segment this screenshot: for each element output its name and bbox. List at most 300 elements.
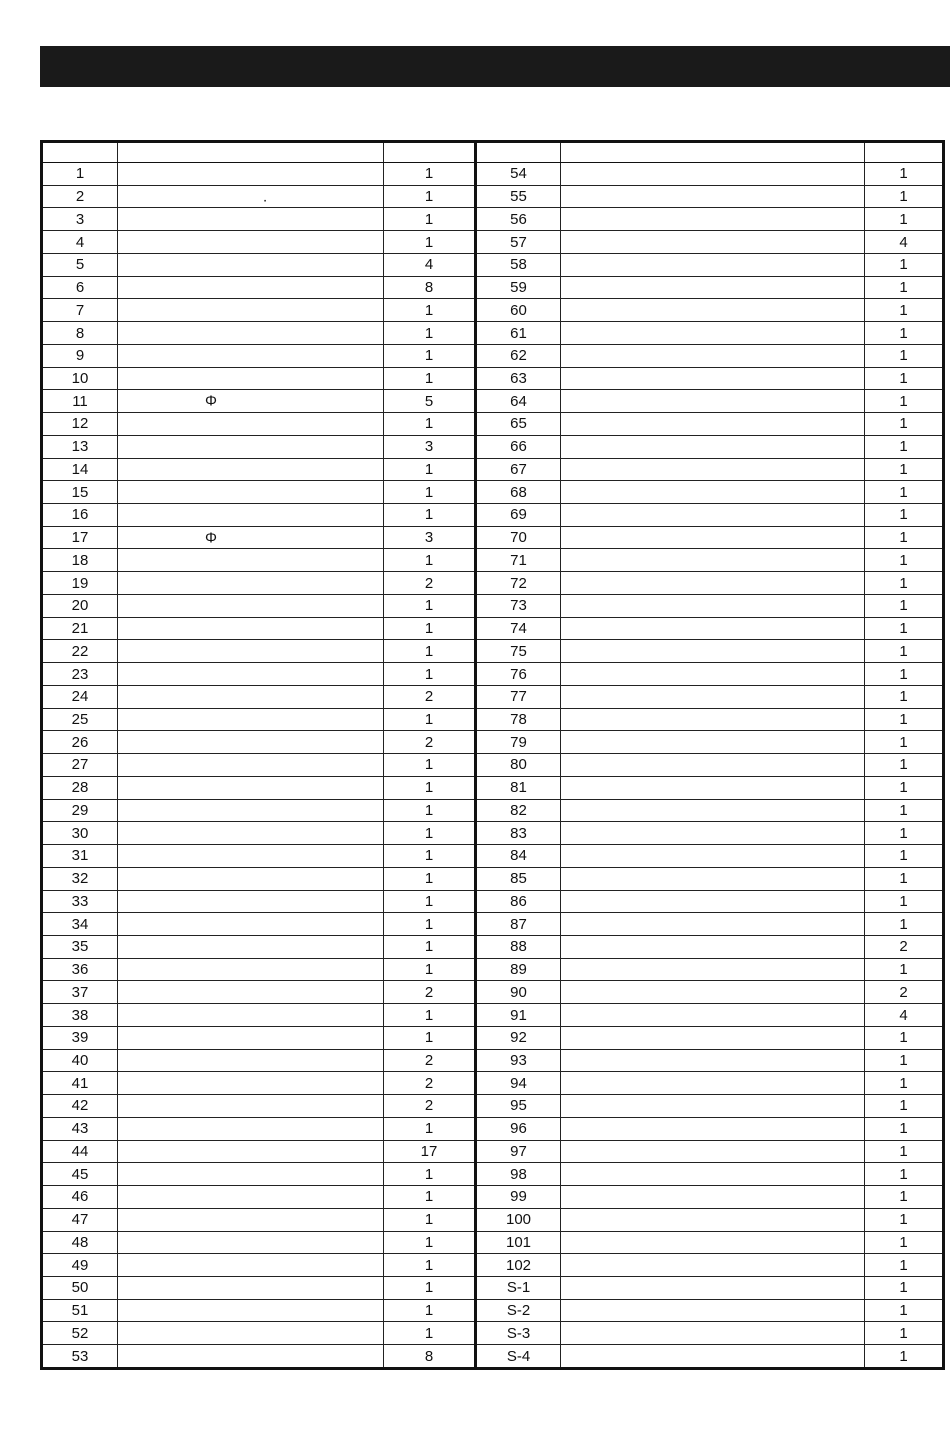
table-row: [477, 1277, 942, 1300]
part-number-cell: 16: [43, 504, 118, 526]
part-number-cell: 47: [43, 1209, 118, 1231]
part-number-cell: 17: [43, 527, 118, 549]
part-number-cell: 27: [43, 754, 118, 776]
description-cell: [118, 459, 384, 481]
quantity-cell: 1: [899, 824, 908, 842]
part-number-cell: 81: [477, 777, 561, 799]
part-number-cell: 7: [43, 299, 118, 321]
quantity-cell: 1: [424, 188, 434, 206]
part-number-cell: 56: [477, 208, 561, 230]
table-row: [477, 1300, 942, 1323]
part-number-cell: 5: [43, 254, 118, 276]
description-cell: [561, 504, 865, 526]
part-number-cell: 97: [477, 1141, 561, 1163]
table-row: [477, 527, 942, 550]
part-number-cell: 65: [477, 413, 561, 435]
part-number-cell: 94: [477, 1072, 561, 1094]
part-number-cell: 49: [43, 1254, 118, 1276]
quantity-cell: 1: [899, 1074, 908, 1092]
table-row: [43, 1345, 474, 1367]
table-header: [43, 143, 474, 163]
quantity-cell: 1: [424, 915, 434, 933]
table-row: [477, 1095, 942, 1118]
part-number-cell: 50: [43, 1277, 118, 1299]
quantity-cell: 1: [899, 574, 908, 592]
description-cell: [561, 277, 865, 299]
quantity-cell: 1: [899, 1279, 908, 1297]
parts-table-left: [43, 143, 477, 1367]
description-cell: [561, 618, 865, 640]
table-row: [477, 208, 942, 231]
quantity-cell: 1: [899, 892, 908, 910]
part-number-cell: 55: [477, 186, 561, 208]
table-row: [477, 981, 942, 1004]
table-row: [477, 1163, 942, 1186]
description-cell: [561, 1118, 865, 1140]
description-cell: [561, 777, 865, 799]
part-number-cell: 59: [477, 277, 561, 299]
table-row: [477, 186, 942, 209]
description-cell: [561, 845, 865, 867]
table-row: [477, 959, 942, 982]
quantity-cell: 1: [424, 1302, 434, 1320]
table-row: [477, 868, 942, 891]
quantity-cell: 1: [899, 165, 908, 183]
description-cell: [561, 663, 865, 685]
part-number-cell: 58: [477, 254, 561, 276]
description-cell: [561, 345, 865, 367]
quantity-cell: 1: [424, 506, 434, 524]
quantity-cell: 1: [899, 506, 908, 524]
quantity-cell: 1: [424, 551, 434, 569]
description-mark: .: [263, 188, 268, 206]
table-row: [43, 208, 474, 231]
part-number-cell: 44: [43, 1141, 118, 1163]
table-row: [477, 322, 942, 345]
quantity-cell: 1: [424, 938, 434, 956]
quantity-cell: 1: [899, 324, 908, 342]
table-row: [43, 1232, 474, 1255]
description-cell: [118, 822, 384, 844]
description-cell: [561, 322, 865, 344]
quantity-cell: 1: [899, 256, 908, 274]
description-cell: [561, 981, 865, 1003]
part-number-cell: 88: [477, 936, 561, 958]
part-number-cell: 32: [43, 868, 118, 890]
table-row: [477, 1118, 942, 1141]
table-row: [477, 754, 942, 777]
part-number-cell: 66: [477, 436, 561, 458]
description-cell: [118, 277, 384, 299]
quantity-cell: 1: [424, 870, 434, 888]
table-row: [477, 1027, 942, 1050]
table-row: [477, 777, 942, 800]
description-cell: [561, 1322, 865, 1344]
part-number-cell: 19: [43, 572, 118, 594]
description-cell: [561, 459, 865, 481]
table-row: [43, 1322, 474, 1345]
description-cell: [561, 1254, 865, 1276]
table-row: [43, 959, 474, 982]
table-row: [43, 731, 474, 754]
table-row: [477, 572, 942, 595]
description-cell: [118, 231, 384, 253]
quantity-cell: 1: [899, 1188, 908, 1206]
part-number-cell: 73: [477, 595, 561, 617]
part-number-cell: 6: [43, 277, 118, 299]
description-cell: [118, 345, 384, 367]
description-cell: [118, 299, 384, 321]
quantity-cell: 1: [424, 1233, 434, 1251]
part-number-cell: 68: [477, 481, 561, 503]
table-row: [43, 913, 474, 936]
description-cell: [561, 731, 865, 753]
quantity-cell: 8: [424, 1347, 434, 1365]
part-number-cell: 101: [477, 1232, 561, 1254]
table-header: [477, 143, 942, 163]
table-row: [43, 299, 474, 322]
table-row: [43, 459, 474, 482]
part-number-cell: 71: [477, 549, 561, 571]
quantity-cell: 2: [424, 574, 434, 592]
part-number-cell: 11: [43, 390, 118, 412]
quantity-cell: 1: [899, 438, 908, 456]
description-cell: [118, 1232, 384, 1254]
quantity-cell: 1: [899, 642, 908, 660]
quantity-cell: 1: [424, 892, 434, 910]
description-cell: [118, 208, 384, 230]
table-row: [43, 822, 474, 845]
quantity-cell: 1: [899, 460, 908, 478]
description-cell: [118, 1322, 384, 1344]
quantity-cell: 1: [424, 301, 434, 319]
table-row: [477, 368, 942, 391]
table-row: [43, 163, 474, 186]
table-row: [477, 686, 942, 709]
quantity-cell: 1: [424, 1029, 434, 1047]
part-number-cell: 77: [477, 686, 561, 708]
quantity-cell: 2: [899, 938, 908, 956]
description-cell: [118, 504, 384, 526]
description-cell: [561, 390, 865, 412]
description-cell: [561, 822, 865, 844]
table-row: [477, 1232, 942, 1255]
description-cell: [118, 1209, 384, 1231]
quantity-cell: 1: [899, 210, 908, 228]
part-number-cell: 10: [43, 368, 118, 390]
part-number-cell: 18: [43, 549, 118, 571]
quantity-cell: 1: [424, 779, 434, 797]
part-number-cell: 57: [477, 231, 561, 253]
quantity-cell: 1: [899, 665, 908, 683]
quantity-cell: 1: [899, 279, 908, 297]
part-number-cell: 64: [477, 390, 561, 412]
parts-table: [40, 140, 945, 1370]
part-number-cell: 2: [43, 186, 118, 208]
quantity-cell: 1: [899, 347, 908, 365]
description-cell: [561, 640, 865, 662]
part-number-cell: 30: [43, 822, 118, 844]
part-number-cell: 91: [477, 1004, 561, 1026]
part-number-cell: 33: [43, 891, 118, 913]
table-row: [43, 709, 474, 732]
table-row: [43, 1004, 474, 1027]
part-number-cell: 89: [477, 959, 561, 981]
description-cell: [561, 913, 865, 935]
part-number-cell: S-1: [477, 1277, 561, 1299]
quantity-cell: 1: [899, 301, 908, 319]
quantity-cell: 1: [899, 779, 908, 797]
table-row: [43, 231, 474, 254]
part-number-cell: 102: [477, 1254, 561, 1276]
part-number-cell: 62: [477, 345, 561, 367]
quantity-cell: 1: [899, 1256, 908, 1274]
quantity-cell: 1: [899, 847, 908, 865]
description-cell: [561, 413, 865, 435]
table-row: [477, 1141, 942, 1164]
part-number-cell: 35: [43, 936, 118, 958]
part-number-cell: 45: [43, 1163, 118, 1185]
table-row: [43, 368, 474, 391]
quantity-cell: 1: [899, 415, 908, 433]
quantity-cell: 1: [424, 233, 434, 251]
part-number-cell: 61: [477, 322, 561, 344]
quantity-cell: 1: [899, 188, 908, 206]
table-row: [43, 436, 474, 459]
quantity-cell: 2: [424, 983, 434, 1001]
table-row: [43, 1209, 474, 1232]
part-number-cell: 90: [477, 981, 561, 1003]
description-cell: [561, 1277, 865, 1299]
description-cell: [118, 1072, 384, 1094]
description-cell: [118, 254, 384, 276]
quantity-cell: 1: [899, 1233, 908, 1251]
table-row: [477, 822, 942, 845]
quantity-cell: 2: [424, 733, 434, 751]
quantity-cell: 4: [899, 233, 908, 251]
description-cell: [118, 549, 384, 571]
quantity-cell: 1: [424, 483, 434, 501]
table-row: [43, 1186, 474, 1209]
description-cell: [561, 436, 865, 458]
quantity-cell: 1: [424, 847, 434, 865]
description-cell: [561, 709, 865, 731]
part-number-cell: 34: [43, 913, 118, 935]
quantity-cell: 1: [899, 961, 908, 979]
quantity-cell: 1: [899, 597, 908, 615]
description-cell: [118, 618, 384, 640]
description-cell: [118, 1186, 384, 1208]
quantity-cell: 1: [424, 1211, 434, 1229]
part-number-cell: 8: [43, 322, 118, 344]
quantity-cell: 1: [424, 1324, 434, 1342]
part-number-cell: 25: [43, 709, 118, 731]
table-row: [477, 640, 942, 663]
part-number-cell: 31: [43, 845, 118, 867]
description-cell: [561, 1300, 865, 1322]
description-cell: [118, 1027, 384, 1049]
table-row: [477, 254, 942, 277]
table-row: [477, 1209, 942, 1232]
table-row: [43, 322, 474, 345]
table-row: [43, 1254, 474, 1277]
quantity-cell: 1: [899, 529, 908, 547]
table-row: [43, 504, 474, 527]
table-row: [43, 618, 474, 641]
table-row: [43, 481, 474, 504]
description-cell: [118, 1254, 384, 1276]
quantity-cell: 1: [424, 1188, 434, 1206]
description-cell: [561, 208, 865, 230]
quantity-cell: 1: [899, 1029, 908, 1047]
quantity-cell: 1: [424, 165, 434, 183]
quantity-cell: 1: [899, 1097, 908, 1115]
quantity-cell: 1: [899, 688, 908, 706]
description-cell: [118, 981, 384, 1003]
part-number-cell: S-3: [477, 1322, 561, 1344]
quantity-cell: 1: [424, 369, 434, 387]
table-row: [43, 390, 474, 413]
description-cell: [561, 163, 865, 185]
part-number-cell: 85: [477, 868, 561, 890]
header-description-cell: [561, 143, 865, 162]
part-number-cell: 29: [43, 800, 118, 822]
quantity-cell: 1: [899, 1211, 908, 1229]
table-row: [477, 231, 942, 254]
table-row: [43, 1277, 474, 1300]
description-cell: [118, 686, 384, 708]
part-number-cell: 70: [477, 527, 561, 549]
quantity-cell: 1: [899, 1165, 908, 1183]
quantity-cell: 1: [899, 870, 908, 888]
quantity-cell: 1: [424, 1165, 434, 1183]
quantity-cell: 1: [424, 210, 434, 228]
table-row: [43, 186, 474, 209]
quantity-cell: 1: [899, 483, 908, 501]
table-row: [43, 254, 474, 277]
description-cell: [118, 959, 384, 981]
part-number-cell: 15: [43, 481, 118, 503]
table-row: [43, 777, 474, 800]
quantity-cell: 1: [424, 1256, 434, 1274]
quantity-cell: 4: [899, 1006, 908, 1024]
quantity-cell: 1: [899, 1324, 908, 1342]
table-row: [477, 277, 942, 300]
part-number-cell: 42: [43, 1095, 118, 1117]
table-row: [477, 459, 942, 482]
description-cell: [118, 413, 384, 435]
quantity-cell: 1: [899, 620, 908, 638]
quantity-cell: 4: [424, 256, 434, 274]
part-number-cell: 43: [43, 1118, 118, 1140]
table-row: [477, 845, 942, 868]
part-number-cell: 4: [43, 231, 118, 253]
part-number-cell: 51: [43, 1300, 118, 1322]
table-row: [43, 663, 474, 686]
description-cell: [118, 186, 384, 208]
part-number-cell: 41: [43, 1072, 118, 1094]
table-row: [43, 345, 474, 368]
part-number-cell: 84: [477, 845, 561, 867]
table-row: [477, 1322, 942, 1345]
description-cell: [561, 686, 865, 708]
table-row: [43, 413, 474, 436]
quantity-cell: 1: [899, 1142, 908, 1160]
description-cell: [118, 1050, 384, 1072]
table-row: [43, 1163, 474, 1186]
part-number-cell: 86: [477, 891, 561, 913]
description-cell: [561, 754, 865, 776]
part-number-cell: 22: [43, 640, 118, 662]
quantity-cell: 1: [899, 551, 908, 569]
table-row: [477, 1050, 942, 1073]
description-cell: [118, 640, 384, 662]
part-number-cell: 21: [43, 618, 118, 640]
part-number-cell: 60: [477, 299, 561, 321]
part-number-cell: 24: [43, 686, 118, 708]
description-cell: [561, 1209, 865, 1231]
table-row: [43, 1095, 474, 1118]
description-cell: [561, 1050, 865, 1072]
header-qty-cell: [384, 143, 474, 162]
table-row: [477, 595, 942, 618]
table-row: [477, 1254, 942, 1277]
table-row: [477, 891, 942, 914]
quantity-cell: 1: [424, 460, 434, 478]
table-row: [477, 413, 942, 436]
description-cell: [561, 891, 865, 913]
header-qty-cell: [865, 143, 942, 162]
quantity-cell: 1: [424, 1006, 434, 1024]
description-cell: [118, 868, 384, 890]
table-row: [43, 1118, 474, 1141]
quantity-cell: 1: [899, 801, 908, 819]
description-cell: [118, 936, 384, 958]
description-cell: [561, 254, 865, 276]
quantity-cell: 2: [424, 1052, 434, 1069]
title-bar: [40, 46, 950, 87]
quantity-cell: 1: [424, 1279, 434, 1297]
table-row: [43, 572, 474, 595]
part-number-cell: 39: [43, 1027, 118, 1049]
quantity-cell: 1: [424, 597, 434, 615]
table-row: [477, 345, 942, 368]
part-number-cell: 99: [477, 1186, 561, 1208]
description-cell: [561, 549, 865, 571]
table-row: [43, 981, 474, 1004]
table-row: [477, 1072, 942, 1095]
quantity-cell: 1: [899, 733, 908, 751]
description-cell: [118, 800, 384, 822]
quantity-cell: 1: [424, 710, 434, 728]
table-row: [477, 913, 942, 936]
part-number-cell: 78: [477, 709, 561, 731]
part-number-cell: 96: [477, 1118, 561, 1140]
table-row: [477, 436, 942, 459]
part-number-cell: 54: [477, 163, 561, 185]
description-cell: [561, 1186, 865, 1208]
table-row: [43, 277, 474, 300]
quantity-cell: 1: [424, 620, 434, 638]
quantity-cell: 2: [899, 983, 908, 1001]
part-number-cell: 63: [477, 368, 561, 390]
quantity-cell: 1: [424, 801, 434, 819]
quantity-cell: 1: [899, 1120, 908, 1138]
quantity-cell: 1: [899, 915, 908, 933]
quantity-cell: 1: [424, 415, 434, 433]
quantity-cell: 1: [424, 642, 434, 660]
table-row: [477, 549, 942, 572]
